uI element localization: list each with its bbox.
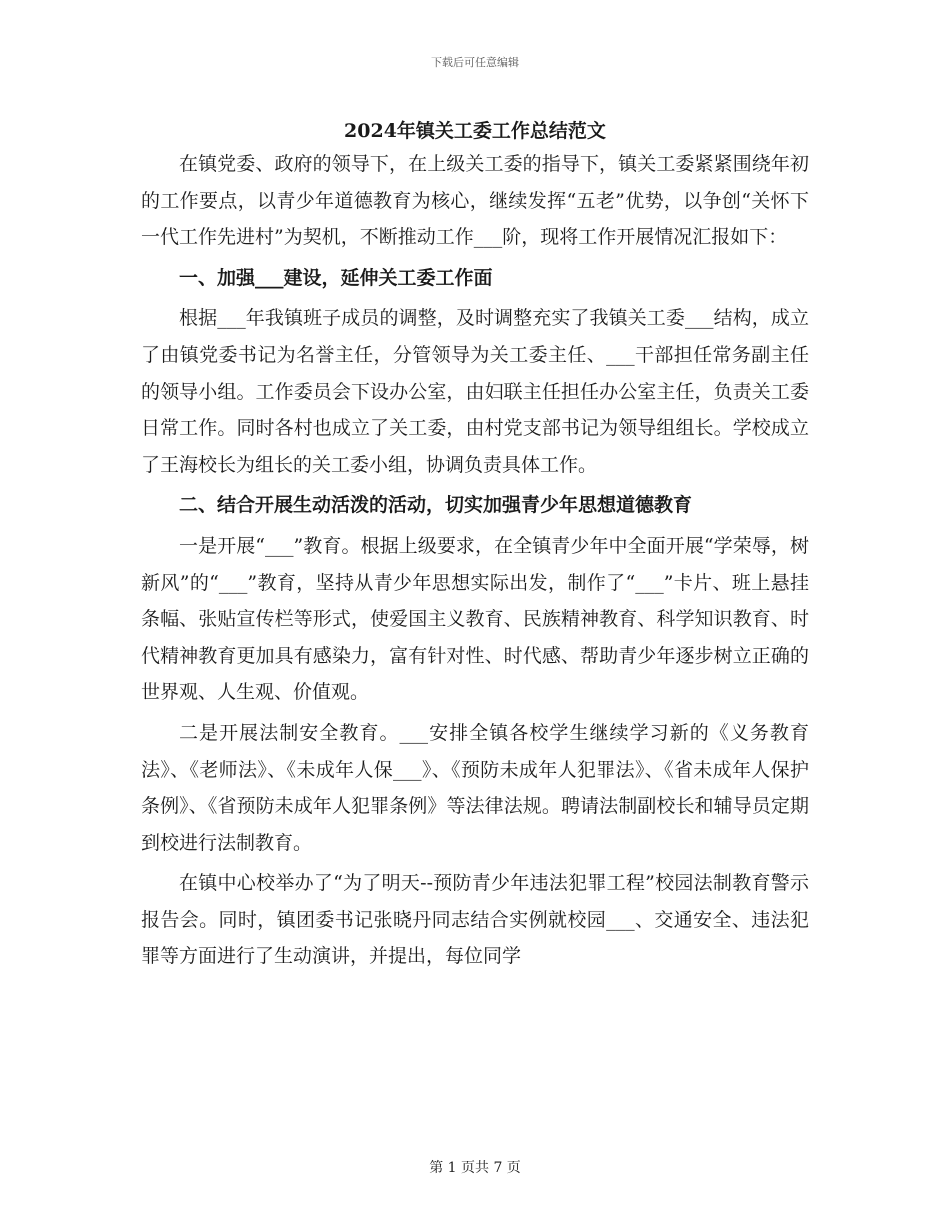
body-paragraph: 一是开展“___”教育。根据上级要求，在全镇青少年中全面开展“学荣辱，树新风”的“___”教育，坚持从青少年思想实际出发，制作了“___”卡片、班上悬挂条幅、张贴宣传栏等形式，使爱国主义教育、民族精神教育、科学知识教育、时代精神教育更加具有感染力，富有针对性、时代感、帮助青少年逐步树立正确的世界观、人生观、价值观。 — [141, 534, 809, 704]
document-title: 2024年镇关工委工作总结范文 — [344, 120, 606, 142]
page-number: 第 1 页共 7 页 — [429, 1160, 521, 1176]
section-heading: 二、结合开展生动活泼的活动，切实加强青少年思想道德教育 — [179, 494, 693, 517]
body-paragraph: 二是开展法制安全教育。___安排全镇各校学生继续学习新的《义务教育法》、《老师法》、《未成年人保___》、《预防未成年人犯罪法》、《省未成年人保护条例》、《省预防未成年人犯罪条例》等法律法规。聘请法制副校长和辅导员定期到校进行法制教育。 — [141, 721, 809, 854]
body-paragraph: 在镇党委、政府的领导下，在上级关工委的指导下，镇关工委紧紧围绕年初的工作要点，以青少年道德教育为核心，继续发挥“五老”优势，以争创“关怀下一代工作先进村”为契机，不断推动工作___阶，现将工作开展情况汇报如下： — [141, 153, 809, 249]
body-paragraph: 根据___年我镇班子成员的调整，及时调整充实了我镇关工委___结构，成立了由镇党委书记为名誉主任，分管领导为关工委主任、___干部担任常务副主任的领导小组。工作委员会下设办公室，由妇联主任担任办公室主任，负责关工委日常工作。同时各村也成立了关工委，由村党支部书记为领导组组长。学校成立了王海校长为组长的关工委小组，协调负责具体工作。 — [141, 307, 809, 476]
section-heading: 一、加强___建设，延伸关工委工作面 — [179, 266, 493, 289]
header-note: 下载后可任意编辑 — [431, 56, 519, 69]
body-paragraph: 在镇中心校举办了“为了明天--预防青少年违法犯罪工程”校园法制教育警示报告会。同时，镇团委书记张晓丹同志结合实例就校园___、交通安全、违法犯罪等方面进行了生动演讲，并提出，每位同学 — [141, 872, 809, 968]
document-body — [141, 146, 809, 979]
